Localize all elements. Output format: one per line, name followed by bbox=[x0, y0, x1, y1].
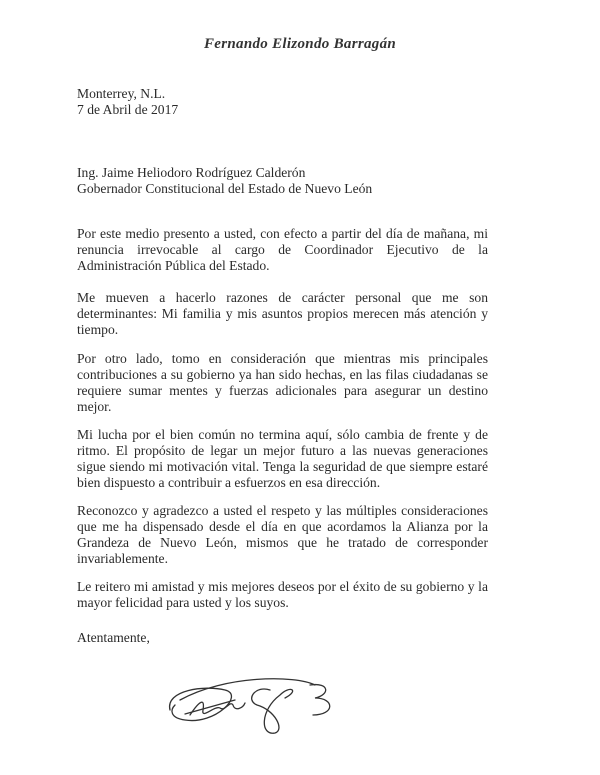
closing: Atentamente, bbox=[77, 630, 150, 645]
signature bbox=[165, 670, 345, 740]
letterhead-name: Fernando Elizondo Barragán bbox=[203, 36, 397, 52]
paragraph-2: Me mueven a hacerlo razones de carácter personal que me son determinantes: Mi familia y mis asuntos propios merecen más atención y tiempo. bbox=[77, 290, 488, 337]
paragraph-1: Por este medio presento a usted, con efecto a partir del día de mañana, mi renuncia irrevocable al cargo de Coordinador Ejecutivo de la Administración Pública del Estado. bbox=[77, 226, 488, 273]
paragraph-3: Por otro lado, tomo en consideración que mientras mis principales contribuciones a su gobierno ya han sido hechas, en las filas ciudadanas se requiere sumar mentes y fuerzas adicionales para asegurar un destino mejor. bbox=[77, 351, 488, 414]
place: Monterrey, N.L. bbox=[77, 86, 166, 101]
date: 7 de Abril de 2017 bbox=[77, 102, 179, 117]
paragraph-4: Mi lucha por el bien común no termina aquí, sólo cambia de frente y de ritmo. El propósito de legar un mejor futuro a las nuevas generaciones sigue siendo mi motivación vital. Tenga la seguridad de que siempre estaré bien dispuesto a contribuir a esfuerzos en esa dirección. bbox=[77, 427, 488, 490]
paragraph-5: Reconozco y agradezco a usted el respeto y las múltiples consideraciones que me ha dispensado desde el día en que acordamos la Alianza por la Grandeza de Nuevo León, mismos que he tratado de corresponder invariablemente. bbox=[77, 503, 488, 566]
place-date bbox=[77, 86, 488, 118]
paragraph-6: Le reitero mi amistad y mis mejores deseos por el éxito de su gobierno y la mayor felicidad para usted y los suyos. bbox=[77, 579, 488, 610]
recipient-title: Gobernador Constitucional del Estado de Nuevo León bbox=[77, 181, 373, 196]
recipient-name: Ing. Jaime Heliodoro Rodríguez Calderón bbox=[77, 165, 306, 180]
recipient-block bbox=[77, 165, 488, 197]
